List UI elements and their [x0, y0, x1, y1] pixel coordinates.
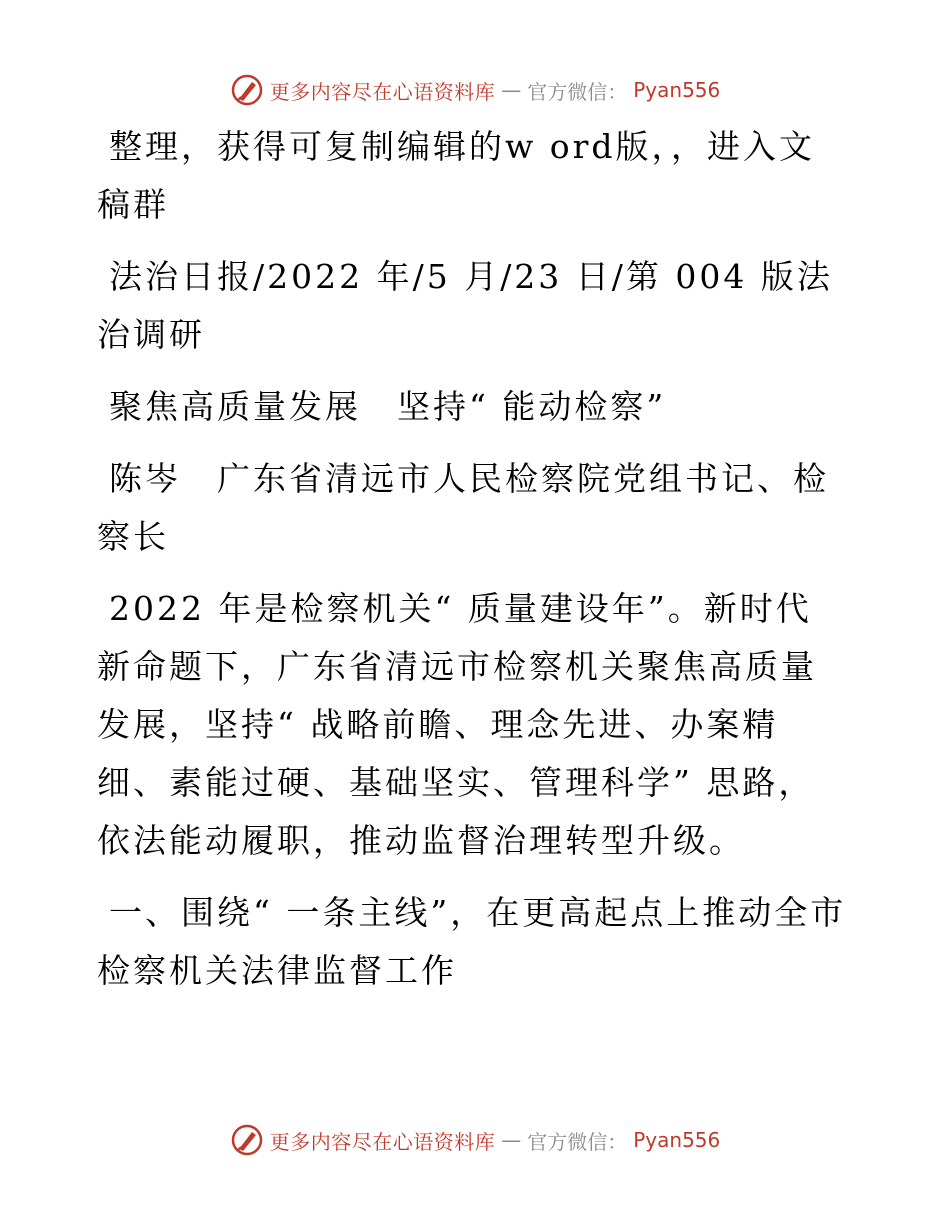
paragraph-intro: 整理，获得可复制编辑的w ord版，，进入文稿群 [97, 127, 816, 224]
document-body [97, 118, 847, 1014]
footer-watermark [0, 1120, 950, 1160]
watermark-wechat-label: 官方微信： [527, 79, 628, 104]
watermark-wechat-id: Pyan556 [633, 1128, 721, 1152]
article-title: 聚焦高质量发展 坚持“ 能动检察” [109, 387, 667, 426]
quill-pen-logo-icon [230, 1123, 264, 1157]
quill-pen-logo-icon [230, 73, 264, 107]
paragraph-body-1: 2022 年是检察机关“ 质量建设年”。新时代新命题下，广东省清远市检察机关聚焦高质量发展，坚持“ 战略前瞻、理念先进、办案精细、素能过硬、基础坚实、管理科学” 思路，依法能动履职，推动监督治理转型升级。 [97, 589, 817, 860]
header-watermark [0, 70, 950, 110]
watermark-dash: — [501, 78, 522, 102]
watermark-dash: — [501, 1128, 522, 1152]
watermark-site-text: 更多内容尽在心语资料库 [269, 1129, 496, 1154]
watermark-site-text: 更多内容尽在心语资料库 [269, 79, 496, 104]
watermark-wechat-label: 官方微信： [527, 1129, 628, 1154]
article-author: 陈岑 广东省清远市人民检察院党组书记、检察长 [97, 459, 829, 556]
watermark-wechat-id: Pyan556 [633, 78, 721, 102]
section-heading-1: 一、围绕“ 一条主线”，在更高起点上推动全市检察机关法律监督工作 [97, 893, 847, 990]
paragraph-source: 法治日报/2022 年/5 月/23 日/第 004 版法治调研 [97, 257, 833, 354]
